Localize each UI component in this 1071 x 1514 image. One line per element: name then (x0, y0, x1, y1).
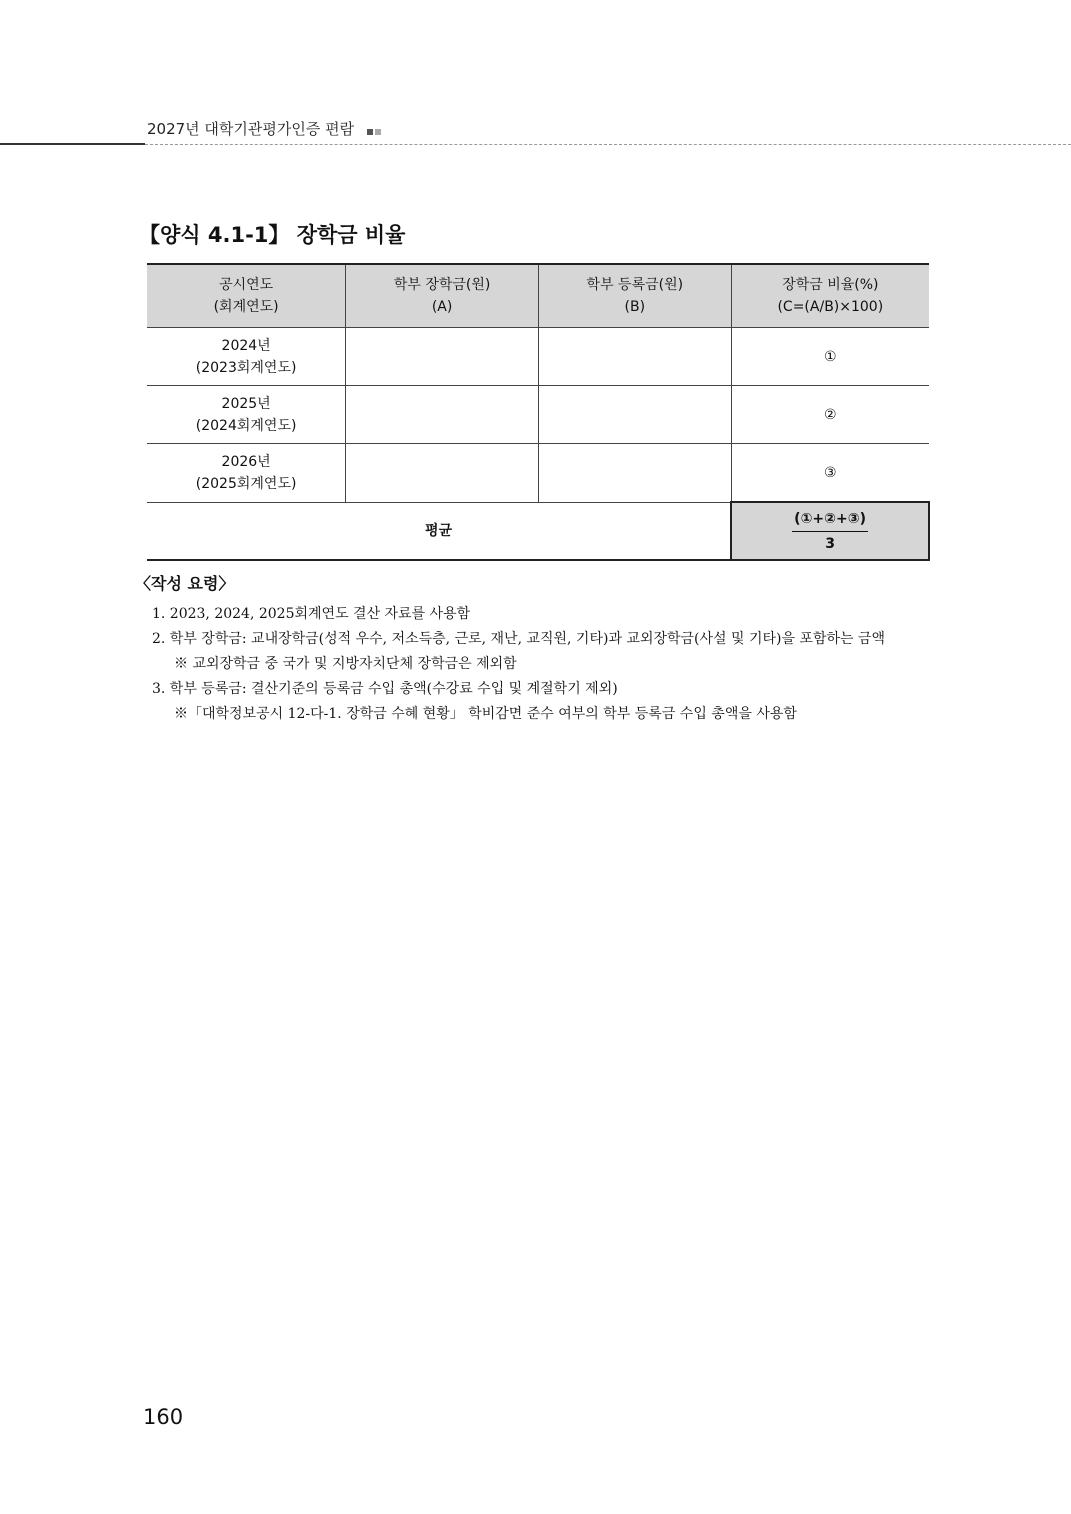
ratio-cell: ② (731, 386, 929, 444)
year-cell (147, 444, 346, 503)
guide-title: 〈작성 요령〉 (135, 574, 235, 593)
fiscal-year-label: (2025회계연도) (195, 475, 297, 492)
year-label: 2026년 (221, 453, 271, 470)
header-year (147, 264, 346, 328)
average-row (147, 502, 929, 560)
header-rule-thick (0, 143, 145, 145)
header-tuition-line2: (B) (624, 299, 646, 315)
tuition-cell[interactable] (538, 328, 731, 386)
tuition-cell[interactable] (538, 386, 731, 444)
table-header-row (147, 264, 929, 328)
year-cell (147, 328, 346, 386)
writing-guide (135, 571, 885, 727)
fiscal-year-label: (2024회계연도) (195, 417, 297, 434)
average-fraction (792, 508, 868, 555)
header-year-line2: (회계연도) (213, 299, 279, 315)
header-scholarship (346, 264, 539, 328)
header-rule-thin (145, 144, 1071, 145)
ratio-cell: ① (731, 328, 929, 386)
guide-note: ※ 교외장학금 중 국가 및 지방자치단체 장학금은 제외함 (174, 656, 517, 672)
header-tuition-line1: 학부 등록금(원) (586, 277, 684, 293)
average-formula-cell (731, 502, 929, 560)
guide-item: 3. 학부 등록금: 결산기준의 등록금 수입 총액(수강료 수입 및 계절학기 제외) (152, 681, 618, 697)
guide-item: 1. 2023, 2024, 2025회계연도 결산 자료를 사용함 (152, 606, 471, 622)
guide-note: ※「대학정보공시 12-다-1. 장학금 수혜 현황」 학비감면 준수 여부의 학부 등록금 수입 총액을 사용함 (174, 706, 797, 722)
table-row (147, 386, 929, 444)
table-row (147, 328, 929, 386)
running-header (147, 118, 383, 139)
header-scholarship-line1: 학부 장학금(원) (393, 277, 491, 293)
scholarship-cell[interactable] (346, 444, 539, 503)
fiscal-year-label: (2023회계연도) (195, 359, 297, 376)
light-square-icon (375, 129, 381, 135)
ratio-cell: ③ (731, 444, 929, 503)
average-label: 평균 (147, 502, 731, 560)
header-tuition (538, 264, 731, 328)
header-squares-decoration (367, 121, 383, 139)
header-scholarship-line2: (A) (431, 299, 453, 315)
scholarship-cell[interactable] (346, 328, 539, 386)
tuition-cell[interactable] (538, 444, 731, 503)
table-row (147, 444, 929, 503)
header-ratio-line1: 장학금 비율(%) (782, 277, 879, 293)
header-ratio (731, 264, 929, 328)
form-title: 【양식 4.1-1】 장학금 비율 (139, 223, 406, 247)
dark-square-icon (367, 129, 373, 135)
year-label: 2024년 (221, 337, 271, 354)
page-number: 160 (143, 1405, 184, 1429)
fraction-denominator: 3 (825, 535, 835, 552)
year-cell (147, 386, 346, 444)
header-ratio-line2: (C=(A/B)×100) (777, 299, 884, 315)
scholarship-cell[interactable] (346, 386, 539, 444)
header-year-line1: 공시연도 (219, 277, 274, 293)
running-header-title: 2027년 대학기관평가인증 편람 (147, 120, 355, 138)
year-label: 2025년 (221, 395, 271, 412)
fraction-numerator: (①+②+③) (792, 508, 868, 532)
guide-list (135, 602, 885, 727)
guide-item: 2. 학부 장학금: 교내장학금(성적 우수, 저소득층, 근로, 재난, 교직원, 기타)과 교외장학금(사설 및 기타)을 포함하는 금액 (152, 631, 886, 647)
scholarship-ratio-table (147, 263, 930, 561)
